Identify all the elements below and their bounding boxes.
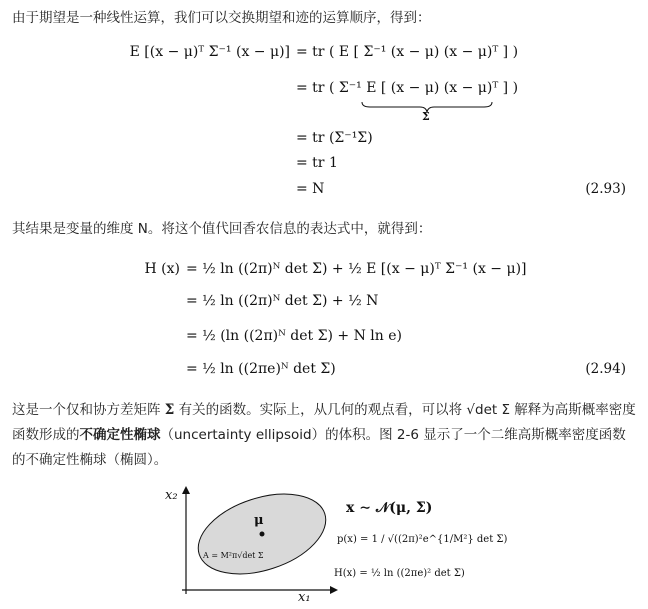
para3-sigma: Σ [164, 402, 175, 418]
x1-axis-arrow [330, 586, 338, 594]
eq-2-93-lhs: E [(x − μ)ᵀ Σ⁻¹ (x − μ)] [129, 44, 290, 60]
intro-text-2: 其结果是变量的维度 N。将这个值代回香农信息的表达式中，就得到： [12, 221, 432, 237]
equation-number-2-93: (2.93) [585, 181, 626, 197]
eq-2-94-line-1: = ½ ln ((2π)ᴺ det Σ) + ½ E [(x − μ)ᵀ Σ⁻¹ (x − μ)] [186, 261, 527, 277]
para3-part3: （uncertainty ellipsoid）的体积。图 2-6 显示了一个二维高斯概率密度函数的不确定性椭球（椭圆）。 [12, 427, 626, 468]
eq-2-93-line-2: = tr ( Σ⁻¹ E [ (x − μ) (x − μ)ᵀ ] ) [296, 80, 519, 96]
x2-axis-arrow [182, 486, 190, 494]
distribution-label: x ∼ 𝒩(μ, Σ) [346, 500, 433, 516]
eq-2-94-line-3: = ½ (ln ((2π)ᴺ det Σ) + N ln e) [186, 328, 402, 344]
mean-point [260, 532, 265, 537]
area-label: A = M²π√det Σ [203, 551, 264, 560]
pdf-label: p(x) = 1 / √((2π)²e^{1/M²} det Σ) [337, 534, 508, 545]
entropy-label: H(x) = ½ ln ((2πe)² det Σ) [334, 568, 465, 579]
equation-number-2-94: (2.94) [585, 361, 626, 377]
y-axis-label: x₂ [165, 488, 178, 503]
underbrace-label: Σ [422, 110, 430, 123]
intro-text-1: 由于期望是一种线性运算，我们可以交换期望和迹的运算顺序，得到： [12, 10, 431, 26]
eq-2-93-line-3: = tr (Σ⁻¹Σ) [296, 130, 373, 146]
x-axis-label: x₁ [298, 590, 311, 605]
eq-2-94-lhs: H (x) [144, 261, 180, 277]
para3-part1: 这是一个仅和协方差矩阵 [12, 402, 165, 418]
eq-2-94-line-2: = ½ ln ((2π)ᴺ det Σ) + ½ N [186, 293, 379, 309]
eq-2-93-line-4: = tr 1 [296, 155, 338, 171]
body-paragraph [12, 398, 636, 473]
ellipse-diagram [170, 482, 340, 600]
eq-2-93-line-1: = tr ( E [ Σ⁻¹ (x − μ) (x − μ)ᵀ ] ) [296, 44, 519, 60]
para3-bold-term: 不确定性椭球 [79, 427, 161, 443]
eq-2-94-line-4: = ½ ln ((2πe)ᴺ det Σ) [186, 361, 336, 377]
para3-part2: 有关的函数。实际上，从几何的观点看，可以将 √det Σ 解释为高斯概率密度函数形成的 [12, 402, 636, 443]
mean-label: μ [254, 513, 264, 528]
eq-2-93-line-5: = N [296, 181, 325, 197]
